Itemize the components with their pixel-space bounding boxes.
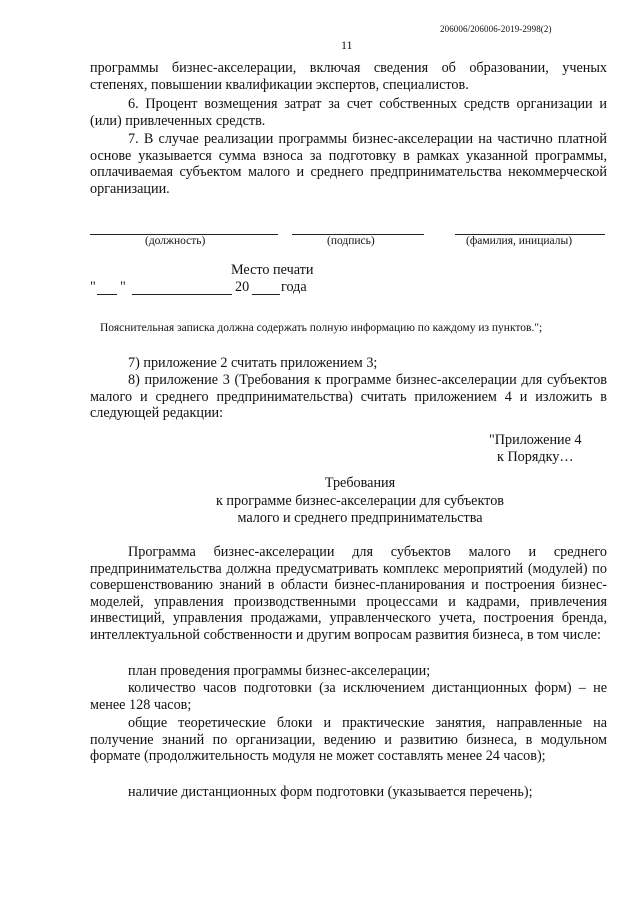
document-id: 206006/206006-2019-2998(2) xyxy=(440,24,552,34)
month-blank xyxy=(132,294,232,295)
explanatory-note: Пояснительная записка должна содержать полную информацию по каждому из пунктов."; xyxy=(100,322,543,334)
stamp-place-label: Место печати xyxy=(231,262,314,278)
requirements-title xyxy=(90,475,630,528)
amendment-8: 8) приложение 3 (Требования к программе бизнес-акселерации для субъектов малого и среднего предпринимательства) считать приложением 4 и изложить в следующей редакции: xyxy=(90,372,607,422)
amendment-7: 7) приложение 2 считать приложением 3; xyxy=(128,355,378,371)
list-item: общие теоретические блоки и практические занятия, направленные на получение знаний по организации, ведению и развитию бизнеса, в модульном формате (продолжительность модуля не может составлять менее 24 часов); xyxy=(90,715,607,765)
date-open-quote: " xyxy=(90,279,96,295)
date-line xyxy=(90,279,430,299)
list-item: наличие дистанционных форм подготовки (указывается перечень); xyxy=(128,784,533,800)
requirements-title-line2: к программе бизнес-акселерации для субъектов xyxy=(215,492,504,509)
appendix-ref-line1: "Приложение 4 xyxy=(489,432,582,448)
continuation-paragraph: программы бизнес-акселерации, включая сведения об образовании, ученых степенях, повышении квалификации экспертов, специалистов. xyxy=(90,60,607,93)
item-6-paragraph: 6. Процент возмещения затрат за счет собственных средств организации и (или) привлеченных средств. xyxy=(90,96,607,129)
signature-caption: (подпись) xyxy=(327,235,375,247)
position-caption: (должность) xyxy=(145,235,206,247)
list-item: количество часов подготовки (за исключением дистанционных форм) – не менее 128 часов; xyxy=(90,680,607,713)
program-requirements-paragraph: Программа бизнес-акселерации для субъектов малого и среднего предпринимательства должна предусматривать комплекс мероприятий (модулей) по совершенствованию знаний в области бизнес-планирования и построения бизнес-моделей, управления производственными процессами и кадрами, привлечения инвестиций, управления продажами, управленческого учета, построения бренда, интеллектуальной собственности и другим вопросам развития бизнеса, в том числе: xyxy=(90,544,607,643)
requirements-title-line3: малого и среднего предпринимательства xyxy=(237,510,483,526)
page-number: 11 xyxy=(341,38,353,52)
name-caption: (фамилия, инициалы) xyxy=(466,235,573,247)
date-close-quote: " xyxy=(120,279,126,295)
year-prefix: 20 xyxy=(235,279,250,295)
day-blank xyxy=(97,294,117,295)
item-7-paragraph: 7. В случае реализации программы бизнес-акселерации на частично платной основе указывается сумма взноса за подготовку в рамках указанной программы, оплачиваемая субъектом малого и среднего предпринимательства некоммерческой организации. xyxy=(90,131,607,197)
requirements-title-line1: Требования xyxy=(324,475,396,491)
year-blank xyxy=(252,294,280,295)
year-suffix: года xyxy=(281,279,307,295)
appendix-ref-line2: к Порядку… xyxy=(497,449,574,465)
list-item: план проведения программы бизнес-акселерации; xyxy=(128,663,431,679)
appendix-reference xyxy=(489,432,582,466)
